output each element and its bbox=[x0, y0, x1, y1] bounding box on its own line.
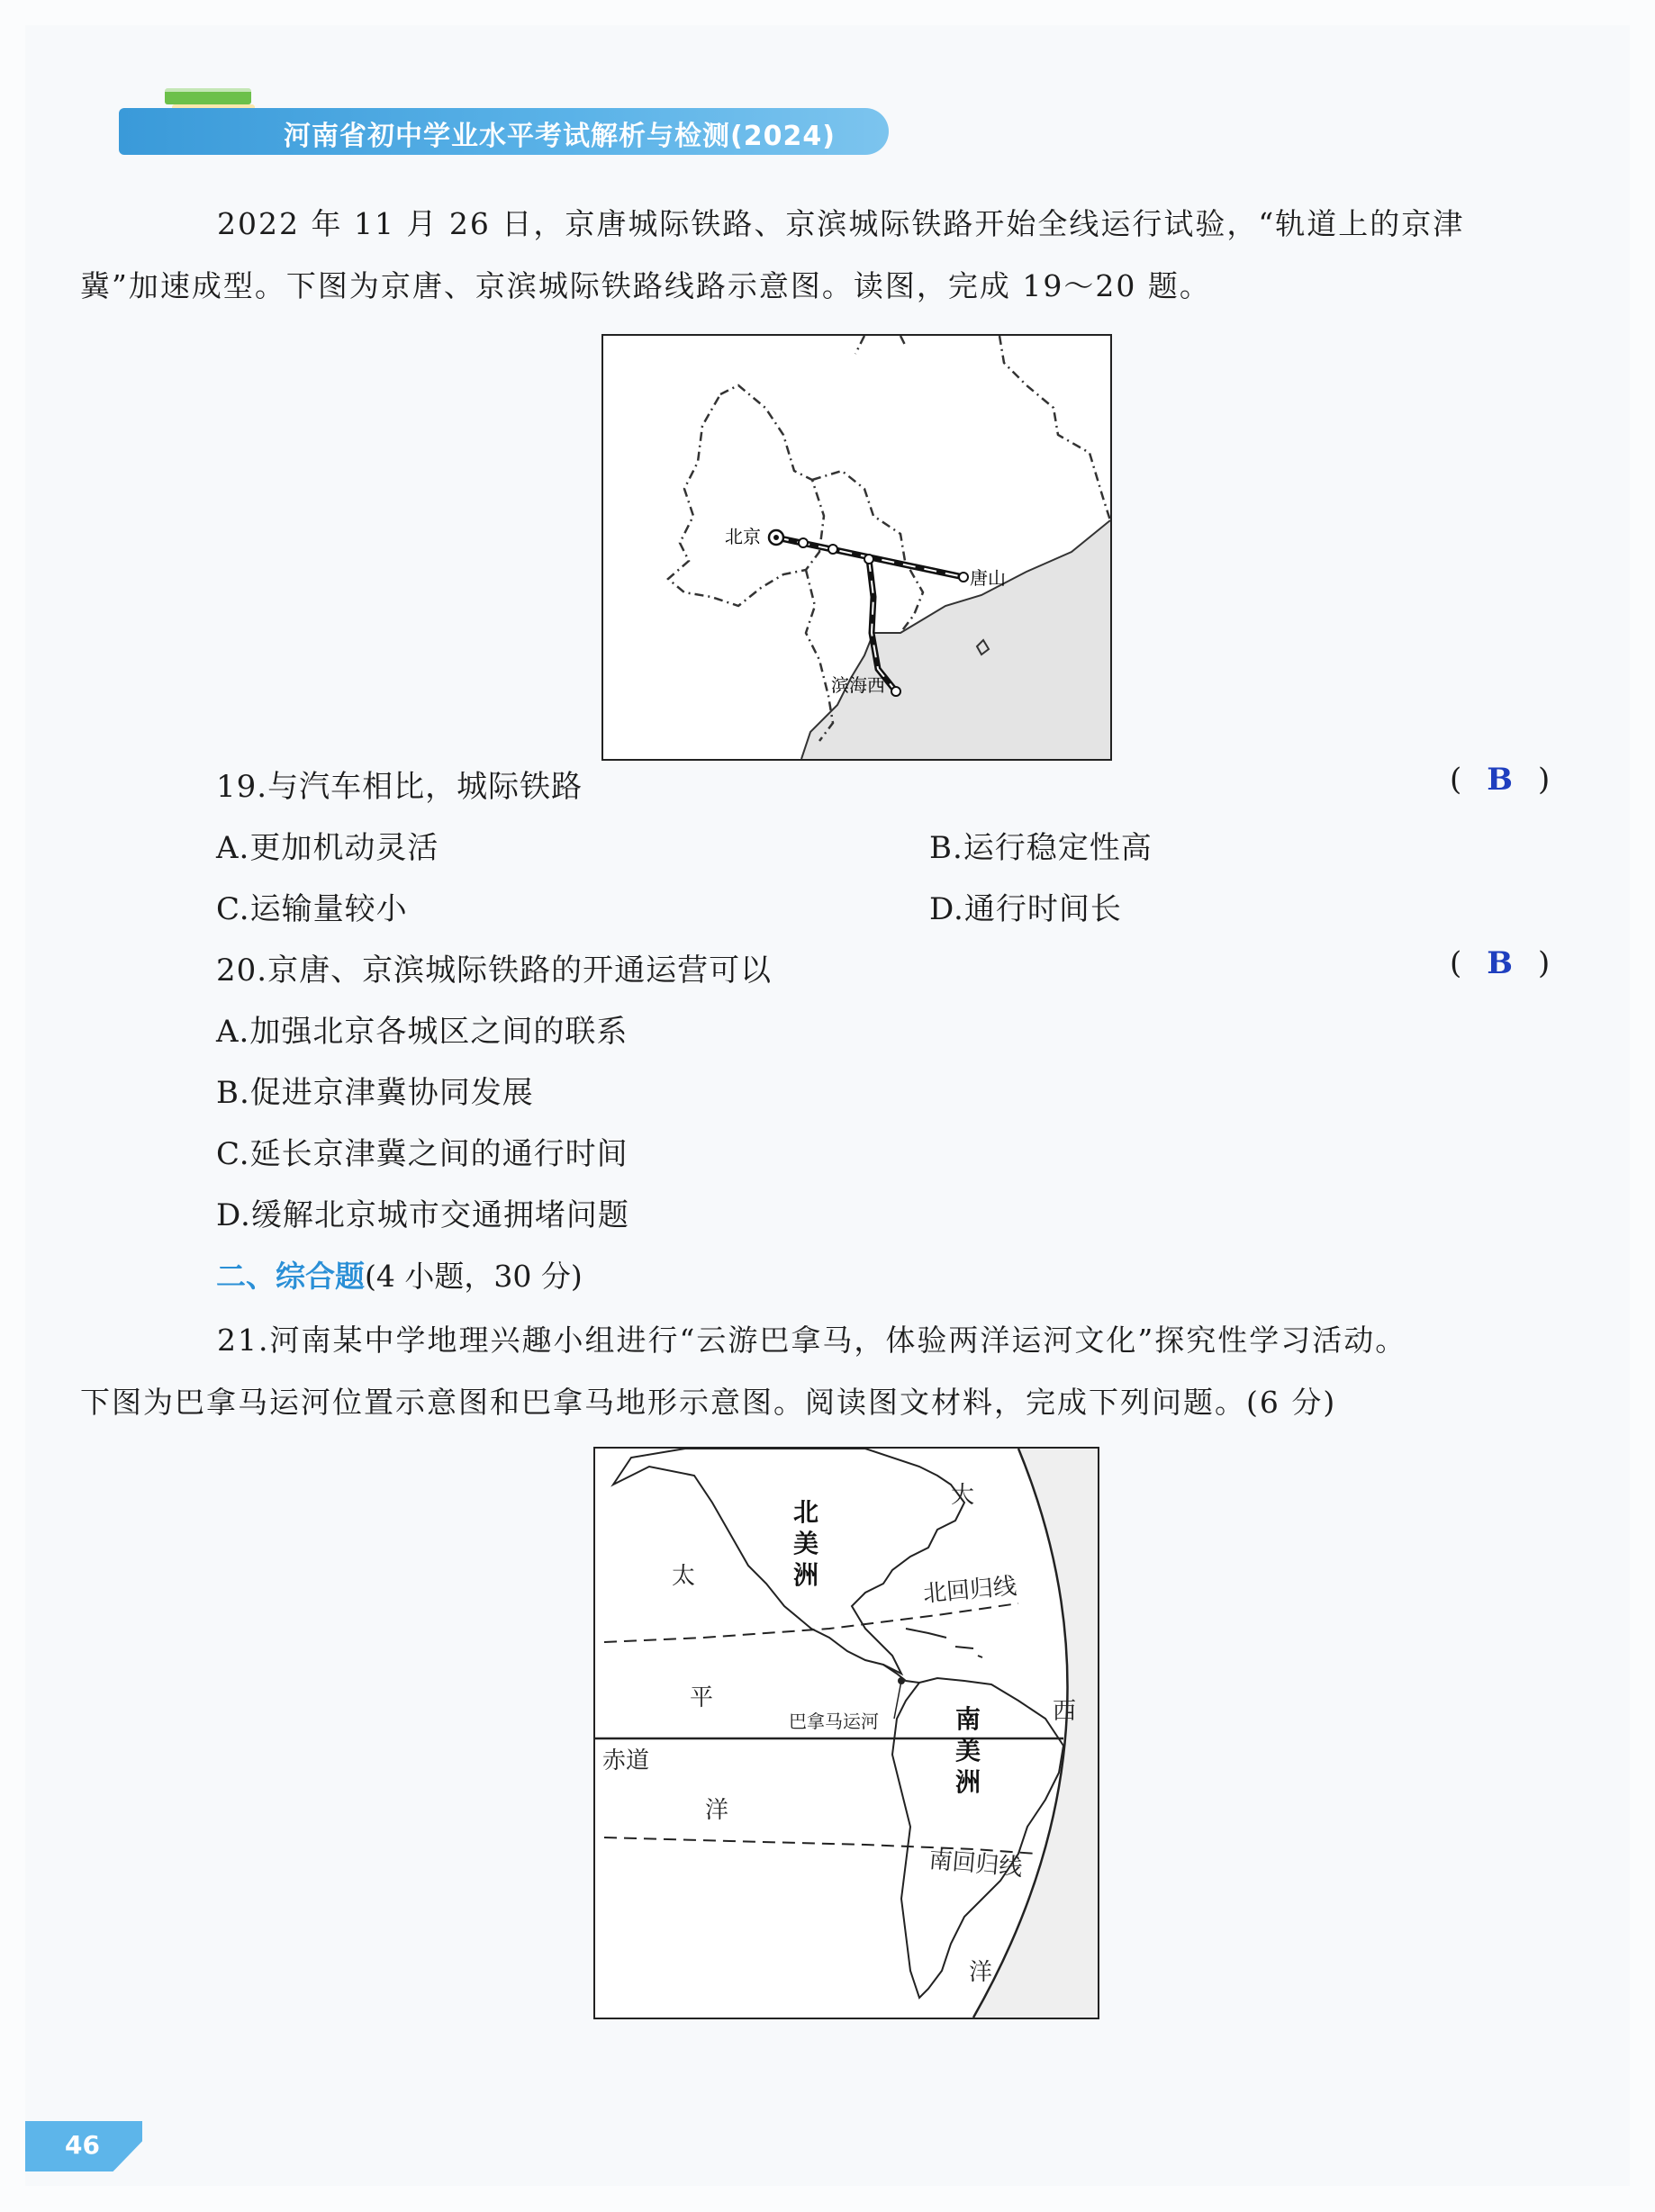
label-tangshan: 唐山 bbox=[970, 567, 1006, 589]
label-binhaixi: 滨海西 bbox=[831, 674, 885, 696]
label-equator: 赤道 bbox=[602, 1747, 650, 1774]
q19-option-a[interactable]: A.更加机动灵活 bbox=[216, 830, 439, 866]
label-tropic-capricorn: 南回归线 bbox=[927, 1846, 1024, 1882]
q20-option-b[interactable]: B.促进京津冀协同发展 bbox=[216, 1075, 534, 1111]
intro-paragraph bbox=[80, 193, 1562, 317]
q21-line-2: 下图为巴拿马运河位置示意图和巴拿马地形示意图。阅读图文材料，完成下列问题。(6 分) bbox=[80, 1385, 1337, 1420]
q19-option-b[interactable]: B.运行稳定性高 bbox=[929, 830, 1153, 866]
section-heading bbox=[216, 1253, 583, 1296]
section-detail: (4 小题，30 分) bbox=[365, 1259, 583, 1294]
header-title: 河南省初中学业水平考试解析与检测(2024) bbox=[284, 121, 836, 152]
railway-map bbox=[601, 334, 1112, 761]
label-sa-2: 美 bbox=[955, 1736, 981, 1765]
label-sa-1: 南 bbox=[955, 1704, 981, 1734]
label-pacific-2: 平 bbox=[690, 1684, 714, 1711]
label-atlantic-2: 西 bbox=[1053, 1698, 1077, 1725]
label-na-3: 洲 bbox=[793, 1560, 819, 1590]
q20-option-d[interactable]: D.缓解北京城市交通拥堵问题 bbox=[216, 1197, 629, 1233]
q20-stem: 20.京唐、京滨城际铁路的开通运营可以 bbox=[216, 953, 773, 989]
label-panama-canal: 巴拿马运河 bbox=[789, 1711, 879, 1732]
label-atlantic-1: 大 bbox=[951, 1482, 975, 1509]
page-number: 46 bbox=[65, 2130, 100, 2160]
panama-canal-map bbox=[593, 1447, 1099, 2019]
q21-paragraph bbox=[80, 1309, 1562, 1433]
label-tropic-cancer: 北回归线 bbox=[921, 1573, 1018, 1608]
intro-line-2: 冀”加速成型。下图为京唐、京滨城际铁路线路示意图。读图，完成 19～20 题。 bbox=[80, 268, 1211, 303]
label-pacific-1: 太 bbox=[672, 1563, 696, 1590]
label-sa-3: 洲 bbox=[955, 1767, 981, 1797]
q19-option-d[interactable]: D.通行时间长 bbox=[929, 891, 1122, 927]
q20-option-a[interactable]: A.加强北京各城区之间的联系 bbox=[216, 1014, 629, 1050]
q20-answer: ( B ) bbox=[1450, 945, 1551, 981]
q19-stem: 19.与汽车相比，城际铁路 bbox=[216, 769, 583, 805]
q19-answer: ( B ) bbox=[1450, 762, 1551, 798]
label-beijing: 北京 bbox=[725, 526, 761, 547]
q19-option-c[interactable]: C.运输量较小 bbox=[216, 891, 408, 927]
q21-line-1: 21.河南某中学地理兴趣小组进行“云游巴拿马，体验两洋运河文化”探究性学习活动。 bbox=[217, 1323, 1407, 1358]
q20-option-c[interactable]: C.延长京津冀之间的通行时间 bbox=[216, 1136, 629, 1172]
label-pacific-3: 洋 bbox=[705, 1797, 729, 1824]
label-na-2: 美 bbox=[793, 1529, 819, 1558]
label-na-1: 北 bbox=[793, 1497, 819, 1527]
section-label: 二、综合题 bbox=[216, 1259, 365, 1294]
label-atlantic-3: 洋 bbox=[969, 1959, 993, 1986]
intro-line-1: 2022 年 11 月 26 日，京唐城际铁路、京滨城际铁路开始全线运行试验，“轨道上的京津 bbox=[217, 206, 1465, 241]
